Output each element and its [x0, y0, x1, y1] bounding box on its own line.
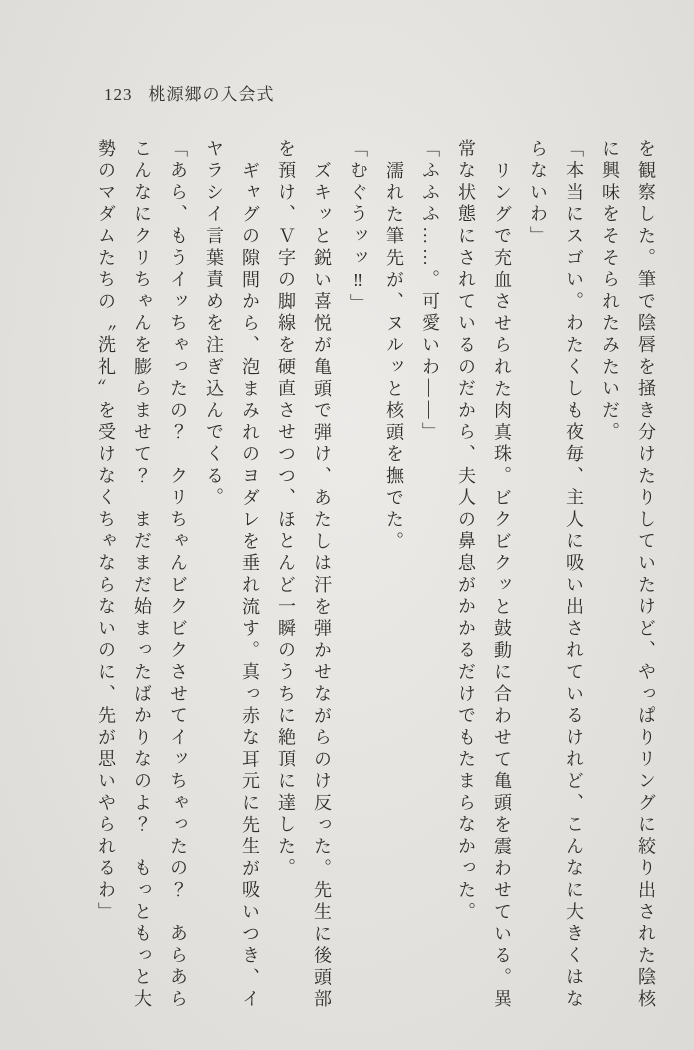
text-column: を観察した。筆で陰唇を掻き分けたりしていたけど、やっぱりリングに絞り出された陰核	[636, 139, 656, 1011]
text-column: 「ふふふ……。可愛いわ――」	[420, 139, 440, 445]
text-column: こんなにクリちゃんを膨らませて？ まだまだ始まったばかりなのよ？ もっともっと大	[132, 139, 152, 1011]
text-column: リングで充血させられた肉真珠。ビクビクッと鼓動に合わせて亀頭を震わせている。異	[492, 161, 512, 1012]
text-column: 常な状態にされているのだから、夫人の鼻息がかかるだけでもたまらなかった。	[456, 139, 476, 924]
running-head	[104, 80, 275, 105]
text-column: 「むぐうッッ‼」	[348, 139, 368, 316]
page-number: 123	[104, 85, 133, 104]
running-title: 桃源郷の入会式	[148, 85, 275, 104]
text-column: 「あら、もうイッちゃったの？ クリちゃんビクビクさせてイッちゃったの？ あらあら	[168, 139, 188, 1011]
text-column: に興味をそそられたみたいだ。	[600, 139, 620, 445]
text-column: 濡れた筆先が、ヌルッと核頭を撫でた。	[384, 161, 404, 554]
text-column: を預け、Ｖ字の脚線を硬直させつつ、ほとんど一瞬のうちに絶頂に達した。	[276, 139, 296, 881]
text-column: 勢のマダムたちの〝洗礼〟を受けなくちゃならないのに、先が思いやられるわ」	[96, 139, 116, 924]
text-body	[88, 139, 664, 1013]
text-column: ズキッと鋭い喜悦が亀頭で弾け、あたしは汗を弾かせながらのけ反った。先生に後頭部	[312, 161, 332, 1012]
text-column: ヤラシイ言葉責めを注ぎ込んでくる。	[204, 139, 224, 510]
text-column: らないわ」	[528, 139, 548, 248]
text-column: 「本当にスゴい。わたくしも夜毎、主人に吸い出されているけれど、こんなに大きくはな	[564, 139, 584, 1011]
text-column: ギャグの隙間から、泡まみれのヨダレを垂れ流す。真っ赤な耳元に先生が吸いつき、イ	[240, 161, 260, 1012]
